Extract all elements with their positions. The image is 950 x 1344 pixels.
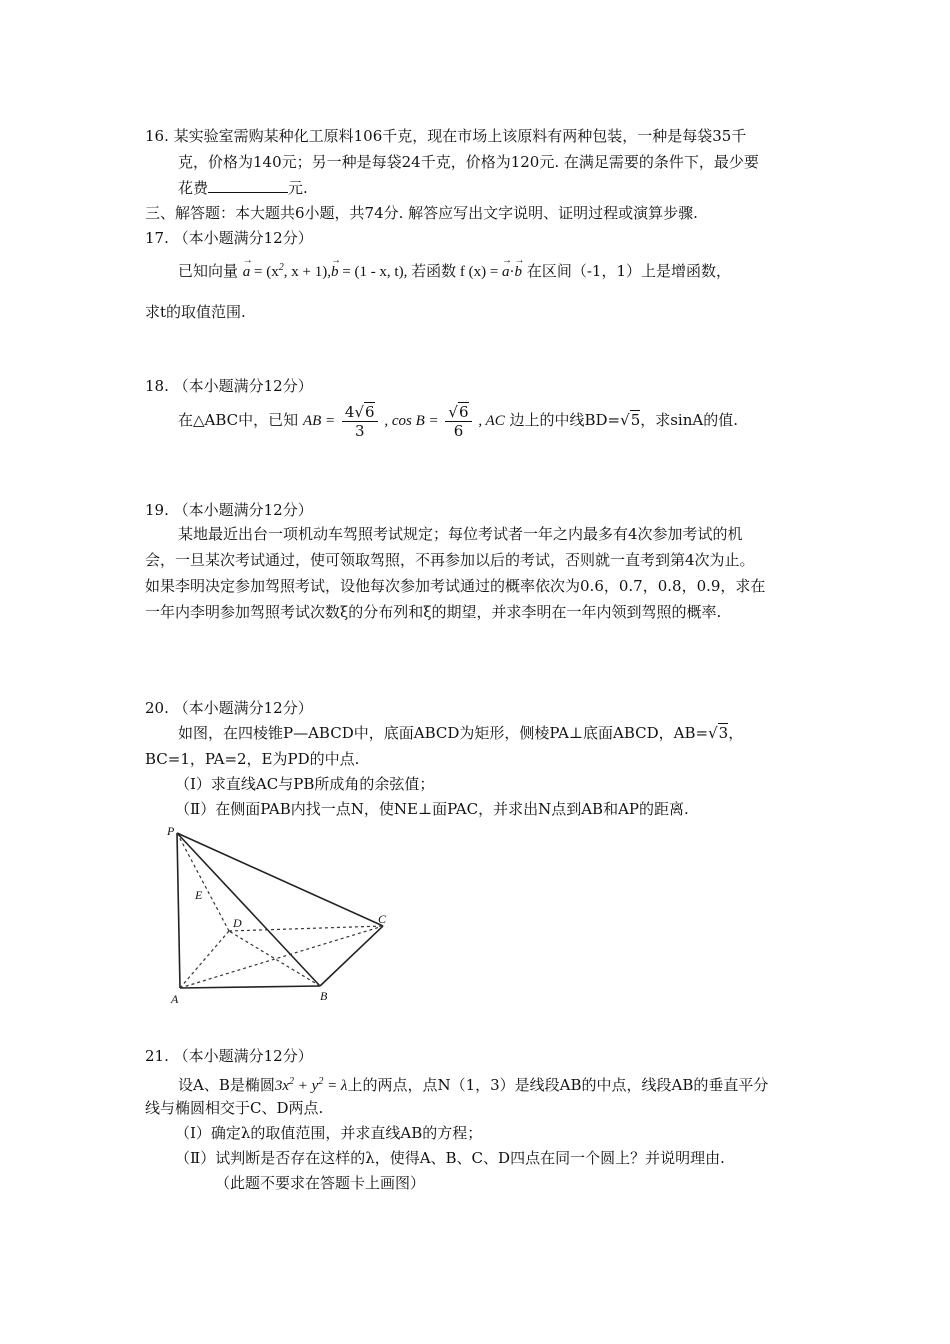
edge-DC [229, 926, 383, 931]
q16-line3-post: 元. [288, 179, 308, 197]
pyramid-figure [165, 823, 405, 1008]
vector-a: → a [243, 262, 251, 282]
q16-line3-pre: 花费 [178, 179, 209, 197]
q21-eq-end: = λ [323, 1078, 348, 1094]
q21-eq: 3x [274, 1078, 290, 1094]
q21-line2: 线与椭圆相交于C、D两点. [145, 1099, 324, 1117]
q21-pre: 设A、B是椭圆 [178, 1076, 275, 1094]
q17-formula [243, 264, 522, 280]
vector-a-2: → a [502, 262, 510, 282]
q19-line3: 如果李明决定参加驾照考试，设他每次参加考试通过的概率依次为0.6，0.7，0.8，0.9，求在 [145, 577, 766, 595]
q21-post: 上的两点，点N（1，3）是线段AB的中点，线段AB的垂直平分 [347, 1076, 769, 1094]
q18-ab-coef: 4 [344, 402, 355, 421]
q17-line1 [178, 258, 731, 282]
q21-sq2: 2 [318, 1076, 324, 1087]
q21-ellipse-equation [275, 1078, 348, 1094]
label-D: D [233, 916, 242, 930]
q17-eq2: = (1 - x, t), 若函数 f (x) = [338, 264, 503, 280]
q18-ac: , AC [478, 413, 505, 429]
q18-header: 18. （本小题满分12分） [145, 377, 313, 395]
q18-cos-denominator: 6 [453, 421, 464, 440]
q17-intro: 已知向量 [178, 262, 239, 280]
label-C: C [378, 912, 387, 926]
vector-b-2: → b [515, 262, 523, 282]
label-B: B [320, 989, 328, 1003]
diagonal-BD [229, 931, 320, 986]
q17-tail: 在区间（-1，1）上是增函数， [526, 262, 731, 280]
edge-AB [180, 986, 320, 988]
q18-cos-fraction: $\frac{√6}{6}$ [445, 403, 471, 440]
label-E: E [195, 888, 203, 902]
q20-part2: （Ⅱ）在侧面PAB内找一点N，使NE⊥面PAC，并求出N点到AB和AP的距离. [175, 800, 689, 818]
q18-ab: AB = [302, 413, 336, 429]
label-A: A [171, 992, 179, 1006]
q20-header: 20. （本小题满分12分） [145, 699, 313, 717]
diagonal-AC [180, 926, 383, 988]
q20-line1: 如图，在四棱锥P—ABCD中，底面ABCD为矩形，侧棱PA⊥底面ABCD，AB=√3， [178, 724, 744, 742]
q17-eq1b: , x + 1), [283, 264, 331, 280]
q18-line: 在△ABC中，已知 AB = $\frac{4√6}{3}$ , cos B = $\frac{√6}{6}$ , AC 边上的中线BD=√5，求sinA的值. [178, 402, 738, 440]
vector-b: → b [331, 262, 339, 282]
q16-line2: 克，价格为140元；另一种是每袋24千克，价格为120元. 在满足需要的条件下，最少要 [178, 153, 759, 171]
q18-pre: 在△ABC中，已知 [178, 411, 299, 429]
q19-line2: 会，一旦某次考试通过，使可领取驾照，不再参加以后的考试，否则就一直考到第4次为止。 [145, 551, 755, 569]
q16-line3 [178, 178, 308, 198]
q20-line2: BC=1，PA=2，E为PD的中点. [145, 750, 360, 768]
edge-BC [320, 926, 383, 986]
q21-eq-mid: + y [294, 1078, 319, 1094]
q20-part1: （Ⅰ）求直线AC与PB所成角的余弦值； [175, 775, 435, 793]
edge-PC [177, 833, 383, 926]
q17-header: 17. （本小题满分12分） [145, 229, 313, 247]
q20-line1-text: 如图，在四棱锥P—ABCD中，底面ABCD为矩形，侧棱PA⊥底面ABCD，AB= [178, 724, 709, 742]
answer-blank [208, 178, 288, 193]
q17-square: 2 [278, 262, 284, 273]
q18-ab-denominator: 3 [354, 421, 365, 440]
q21-header: 21. （本小题满分12分） [145, 1047, 313, 1065]
q21-sq1: 2 [289, 1076, 295, 1087]
q18-cos: , cos B = [384, 413, 439, 429]
q18-ab-radicand: 6 [365, 402, 375, 421]
edge-AD [180, 931, 229, 988]
q17-line2: 求t的取值范围. [145, 303, 246, 321]
edge-PB [177, 833, 320, 986]
edge-PA [177, 833, 180, 988]
q19-header: 19. （本小题满分12分） [145, 501, 313, 519]
edge-PD [177, 833, 229, 931]
q16-line1: 16. 某实验室需购某种化工原料106千克，现在市场上该原料有两种包装，一种是每袋35千 [145, 127, 747, 145]
label-P: P [167, 824, 175, 838]
q19-line4: 一年内李明参加驾照考试次数ξ的分布列和ξ的期望，并求李明在一年内领到驾照的概率. [145, 603, 722, 621]
q19-line1: 某地最近出台一项机动车驾照考试规定；每位考试者一年之内最多有4次参加考试的机 [178, 525, 743, 543]
q18-cos-radicand: 6 [458, 402, 469, 421]
q20-line1-end: ， [728, 724, 744, 742]
q21-line1 [178, 1072, 768, 1096]
section-3-heading: 三、解答题：本大题共6小题，共74分. 解答应写出文字说明、证明过程或演算步骤. [145, 204, 698, 222]
q21-part2: （Ⅱ）试判断是否存在这样的λ，使得A、B、C、D四点在同一个圆上？并说明理由. [175, 1149, 725, 1167]
q17-eq1: = (x [250, 264, 279, 280]
q18-post: 边上的中线BD= [509, 411, 621, 429]
q18-end: ，求sinA的值. [640, 411, 738, 429]
q20-ab-radicand: 3 [718, 724, 729, 742]
q21-note: （此题不要求在答题卡上画图） [215, 1174, 426, 1192]
q18-bd-radicand: 5 [630, 411, 641, 429]
q21-part1: （Ⅰ）确定λ的取值范围，并求直线AB的方程； [175, 1124, 483, 1142]
q17-dot: · [509, 264, 515, 280]
q18-ab-fraction: $\frac{4√6}{3}$ [342, 403, 378, 440]
